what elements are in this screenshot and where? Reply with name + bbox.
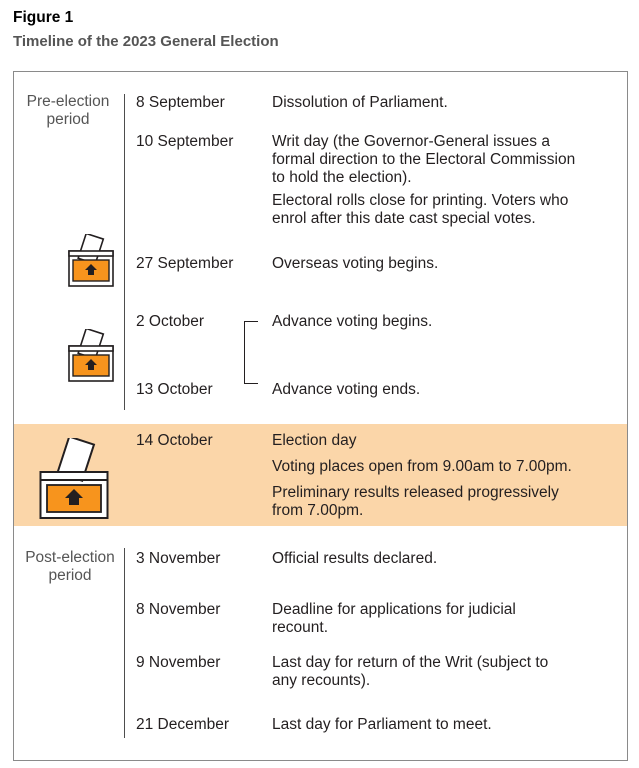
date-3-november: 3 November: [136, 550, 221, 567]
advance-voting-bracket: [244, 321, 258, 384]
date-13-october: 13 October: [136, 381, 213, 398]
date-8-september: 8 September: [136, 94, 225, 111]
post-period-line1: Post-election: [25, 549, 115, 566]
event-line: Last day for return of the Writ (subject to: [272, 654, 549, 671]
event-advance-ends: [272, 381, 420, 399]
figure-label: Figure 1: [13, 9, 74, 26]
event-line: formal direction to the Electoral Commission: [272, 151, 576, 168]
event-line: any recounts).: [272, 672, 371, 689]
event-line: Dissolution of Parliament.: [272, 94, 448, 111]
date-27-september: 27 September: [136, 255, 234, 272]
post-election-timeline-line: [124, 548, 125, 738]
date-2-october: 2 October: [136, 313, 205, 330]
pre-election-period-label: [20, 93, 116, 129]
event-line: Preliminary results released progressively: [272, 484, 559, 501]
date-10-september: 10 September: [136, 133, 234, 150]
event-judicial-recount: [272, 601, 516, 637]
event-voting-places: [272, 458, 572, 476]
pre-period-line1: Pre-election: [26, 93, 110, 110]
event-line: to hold the election).: [272, 169, 412, 186]
post-period-line2: period: [48, 567, 92, 584]
event-advance-begins: [272, 313, 432, 331]
event-writ-day: [272, 133, 575, 187]
event-line: Writ day (the Governor-General issues a: [272, 133, 550, 150]
event-line: Advance voting ends.: [272, 381, 421, 398]
event-line: Deadline for applications for judicial: [272, 601, 516, 618]
event-line: Advance voting begins.: [272, 313, 433, 330]
event-election-day: [272, 432, 356, 450]
event-line: Election day: [272, 432, 357, 449]
event-line: Voting places open from 9.00am to 7.00pm.: [272, 458, 572, 475]
event-line: recount.: [272, 619, 329, 636]
event-overseas-voting: [272, 255, 438, 273]
date-21-december: 21 December: [136, 716, 230, 733]
event-official-results: [272, 550, 437, 568]
pre-election-timeline-line: [124, 94, 125, 410]
post-election-period-label: [20, 549, 120, 585]
event-line: Overseas voting begins.: [272, 255, 439, 272]
event-line: Official results declared.: [272, 550, 438, 567]
event-preliminary-results: [272, 484, 559, 520]
figure-title: Timeline of the 2023 General Election: [13, 33, 279, 50]
ballot-box-icon: [68, 329, 114, 383]
date-9-november: 9 November: [136, 654, 221, 671]
event-parliament-meet: [272, 716, 492, 734]
event-line: enrol after this date cast special votes.: [272, 210, 536, 227]
event-line: Electoral rolls close for printing. Voters who: [272, 192, 569, 209]
event-dissolution: [272, 94, 448, 112]
event-return-writ: [272, 654, 548, 690]
ballot-box-icon: [68, 234, 114, 288]
pre-period-line2: period: [46, 111, 90, 128]
event-line: from 7.00pm.: [272, 502, 364, 519]
event-rolls-close: [272, 192, 568, 228]
date-8-november: 8 November: [136, 601, 221, 618]
event-line: Last day for Parliament to meet.: [272, 716, 492, 733]
ballot-box-icon: [39, 438, 109, 520]
date-14-october: 14 October: [136, 432, 213, 449]
